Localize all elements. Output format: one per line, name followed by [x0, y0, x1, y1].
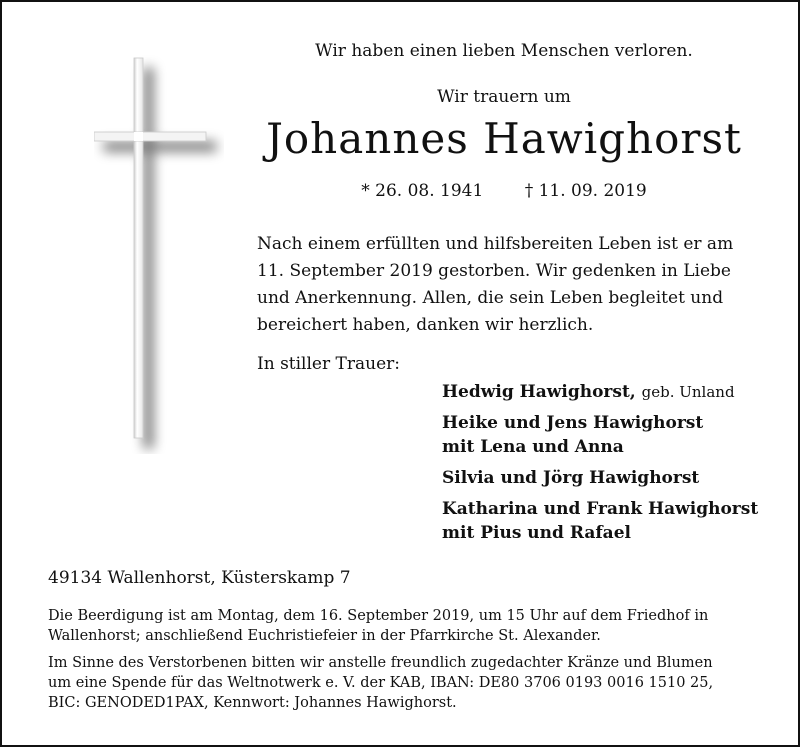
death-date: † 11. 09. 2019: [524, 181, 647, 201]
intro-line: Wir haben einen lieben Menschen verloren.: [315, 41, 693, 61]
mourner-children: mit Lena und Anna: [442, 437, 624, 457]
in-silent-mourning: In stiller Trauer:: [257, 354, 400, 374]
mourner-name: Katharina und Frank Hawighorst: [442, 499, 759, 519]
mourning-line: Wir trauern um: [437, 87, 571, 107]
text-line: bereichert haben, danken wir herzlich.: [257, 315, 594, 335]
donation-line: Im Sinne des Verstorbenen bitten wir anstelle freundlich zugedachter Kränze und Blumen: [48, 655, 713, 671]
mourner-entry: [442, 411, 758, 459]
birth-date: * 26. 08. 1941: [361, 181, 484, 201]
text-line: 11. September 2019 gestorben. Wir gedenken in Liebe: [257, 261, 731, 281]
mourner-maiden-name: geb. Unland: [641, 383, 735, 401]
mourners-list: [442, 380, 758, 552]
mourner-entry: [442, 497, 758, 545]
donation-line: BIC: GENODED1PAX, Kennwort: Johannes Hawighorst.: [48, 695, 457, 711]
address: 49134 Wallenhorst, Küsterskamp 7: [48, 568, 351, 588]
mourner-name: Hedwig Hawighorst,: [442, 382, 636, 402]
mourner-children: mit Pius und Rafael: [442, 523, 631, 543]
mourner-entry: [442, 466, 758, 490]
deceased-name: Johannes Hawighorst: [266, 114, 742, 163]
mourner-name: Heike und Jens Hawighorst: [442, 413, 704, 433]
text-line: Nach einem erfüllten und hilfsbereiten Leben ist er am: [257, 234, 734, 254]
funeral-info: [48, 606, 708, 646]
donation-info: [48, 653, 713, 713]
text-line: und Anerkennung. Allen, die sein Leben begleitet und: [257, 288, 724, 308]
funeral-line: Die Beerdigung ist am Montag, dem 16. September 2019, um 15 Uhr auf dem Friedhof in: [48, 608, 709, 624]
mourner-entry: [442, 380, 758, 404]
life-dates: [2, 181, 800, 201]
donation-line: um eine Spende für das Weltnotwerk e. V. der KAB, IBAN: DE80 3706 0193 0016 1510 25,: [48, 675, 714, 691]
funeral-line: Wallenhorst; anschließend Euchristiefeier in der Pfarrkirche St. Alexander.: [48, 628, 601, 644]
obituary-text: [257, 231, 733, 339]
mourner-name: Silvia und Jörg Hawighorst: [442, 468, 700, 488]
